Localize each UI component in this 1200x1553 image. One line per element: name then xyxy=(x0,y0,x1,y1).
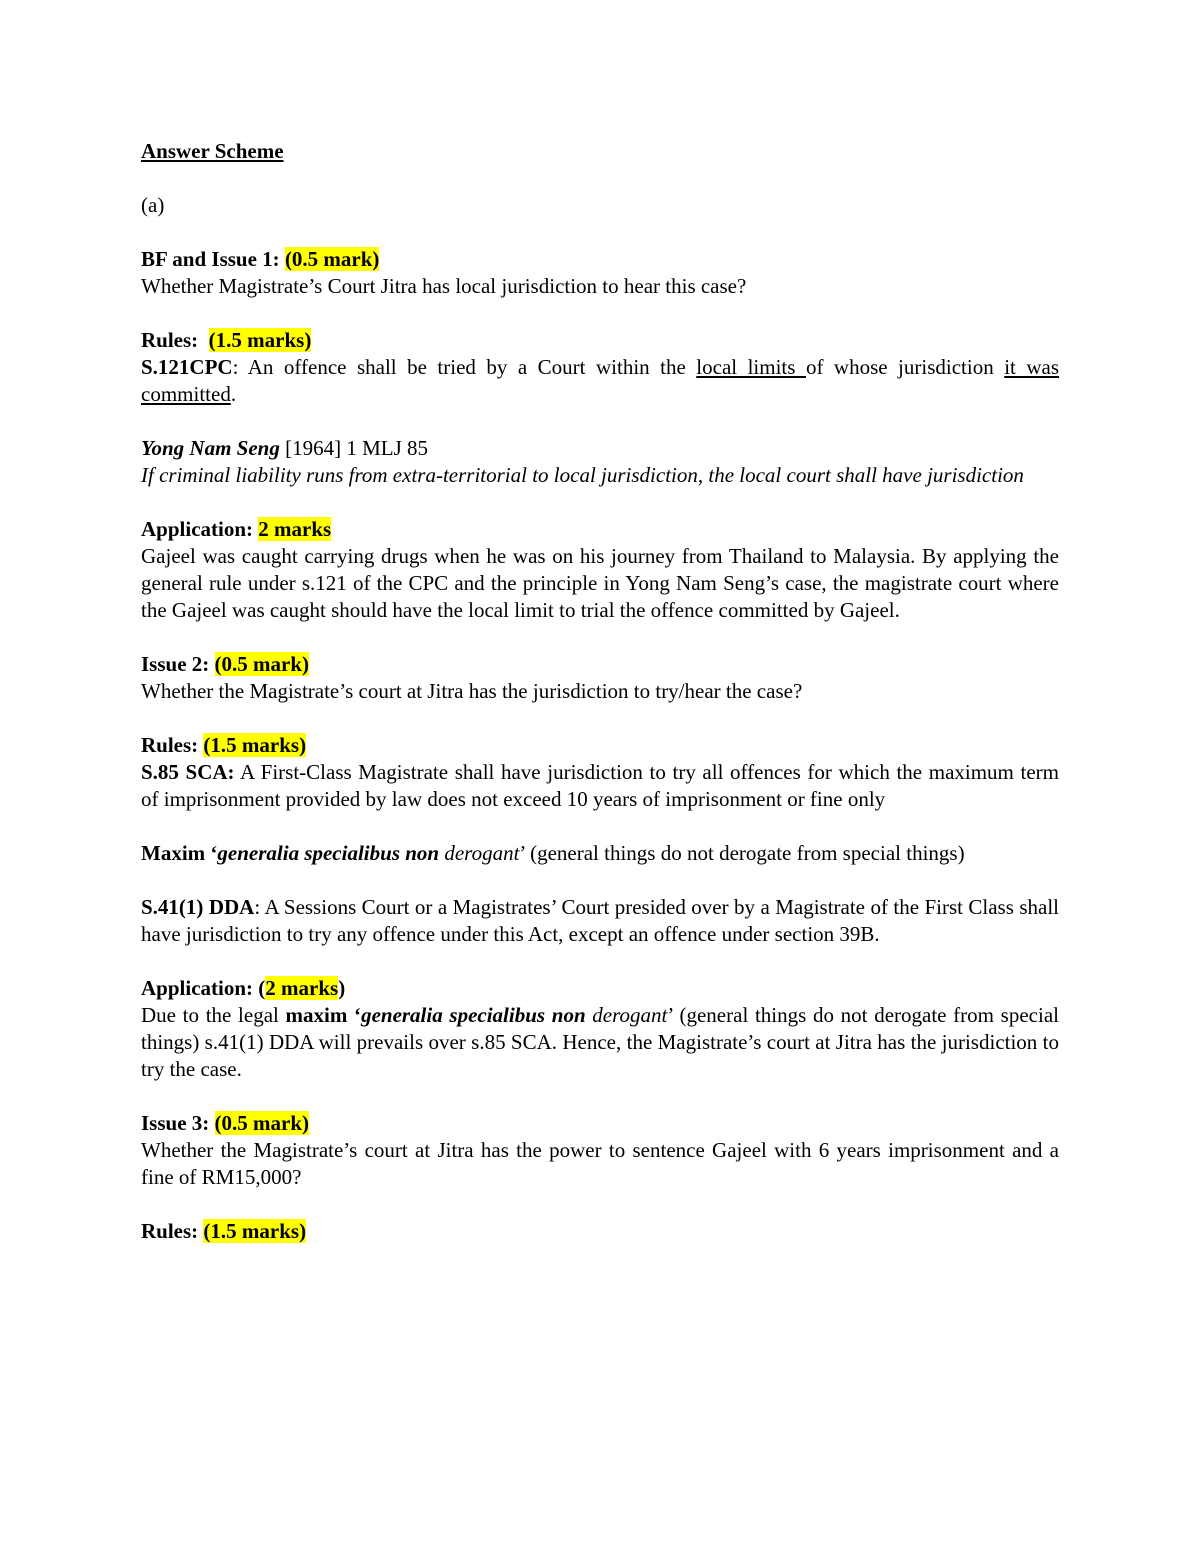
document-page xyxy=(141,138,1059,1272)
rules-1-text-b: of whose jurisdiction xyxy=(805,355,1005,379)
dda-section: S.41(1) DDA xyxy=(141,895,255,919)
rules-3-block xyxy=(141,1218,1059,1245)
rules-1-underline-1: local limits xyxy=(696,355,806,379)
rules-3-marks: (1.5 marks) xyxy=(203,1219,307,1243)
application-2-maxim-label: maxim ‘ xyxy=(285,1003,362,1027)
issue-1-block xyxy=(141,246,1059,300)
rules-2-label: Rules: xyxy=(141,733,199,757)
maxim-term-bold: generalia specialibus non xyxy=(217,841,440,865)
case-1-name: Yong Nam Seng xyxy=(141,436,280,460)
application-2-term-italic: derogant xyxy=(585,1003,668,1027)
issue-3-block xyxy=(141,1110,1059,1191)
issue-1-label: BF and Issue 1: xyxy=(141,247,280,271)
rules-2-text: A First-Class Magistrate shall have jurisdiction to try all offences for which the maximum term of imprisonment provided by law does not exceed 10 years of imprisonment or fine only xyxy=(141,760,1059,811)
maxim-term-italic: derogant xyxy=(439,841,520,865)
rules-1-section: S.121CPC xyxy=(141,355,233,379)
issue-1-question: Whether Magistrate’s Court Jitra has local jurisdiction to hear this case? xyxy=(141,274,747,298)
issue-2-label: Issue 2: xyxy=(141,652,210,676)
application-2-block xyxy=(141,975,1059,1083)
issue-2-question: Whether the Magistrate’s court at Jitra has the jurisdiction to try/hear the case? xyxy=(141,679,803,703)
rules-2-marks: (1.5 marks) xyxy=(203,733,307,757)
issue-3-question: Whether the Magistrate’s court at Jitra has the power to sentence Gajeel with 6 years imprisonment and a fine of RM15,000? xyxy=(141,1138,1059,1189)
rules-2-block xyxy=(141,732,1059,813)
dda-block xyxy=(141,894,1059,948)
application-2-marks: 2 marks xyxy=(265,976,339,1000)
rules-1-label: Rules: xyxy=(141,328,199,352)
case-1-principle: If criminal liability runs from extra-territorial to local jurisdiction, the local court shall have jurisdiction xyxy=(141,463,1024,487)
application-2-term-bold: generalia specialibus non xyxy=(361,1003,586,1027)
issue-2-block xyxy=(141,651,1059,705)
document-title: Answer Scheme xyxy=(141,139,284,163)
application-2-text-b: ’ (general things do not derogate from special things) s.41(1) DDA will prevails over s.85 SCA. Hence, the Magistrate’s court at Jitra has the jurisdiction to try the case. xyxy=(141,1003,1059,1081)
application-2-label: Application: ( xyxy=(141,976,266,1000)
rules-1-text-c: . xyxy=(230,382,237,406)
application-1-label: Application: xyxy=(141,517,254,541)
rules-2-section: S.85 SCA: xyxy=(141,760,235,784)
application-1-marks: 2 marks xyxy=(258,517,332,541)
rules-1-marks: (1.5 marks) xyxy=(208,328,312,352)
application-2-label-close: ) xyxy=(338,976,346,1000)
part-label: (a) xyxy=(141,193,165,217)
rules-1-block xyxy=(141,327,1059,408)
rules-3-label: Rules: xyxy=(141,1219,199,1243)
maxim-label: Maxim ‘ xyxy=(141,841,218,865)
issue-3-marks: (0.5 mark) xyxy=(214,1111,309,1135)
issue-2-marks: (0.5 mark) xyxy=(214,652,309,676)
application-1-text: Gajeel was caught carrying drugs when he was on his journey from Thailand to Malaysia. By applying the general rule under s.121 of the CPC and the principle in Yong Nam Seng’s case, the magistrate court where the Gajeel was caught should have the local limit to trial the offence committed by Gajeel. xyxy=(141,544,1059,622)
application-1-block xyxy=(141,516,1059,624)
issue-3-label: Issue 3: xyxy=(141,1111,210,1135)
issue-1-marks: (0.5 mark) xyxy=(284,247,380,271)
case-1-block xyxy=(141,435,1059,489)
application-2-text-a: Due to the legal xyxy=(141,1003,286,1027)
maxim-text: ’ (general things do not derogate from special things) xyxy=(519,841,965,865)
rules-1-text-a: : An offence shall be tried by a Court within the xyxy=(232,355,697,379)
case-1-citation: [1964] 1 MLJ 85 xyxy=(279,436,429,460)
dda-text: : A Sessions Court or a Magistrates’ Court presided over by a Magistrate of the First Class shall have jurisdiction to try any offence under this Act, except an offence under section 39B. xyxy=(141,895,1059,946)
maxim-block xyxy=(141,840,1059,867)
rules-1-underline-2: it was committed xyxy=(141,355,1060,406)
